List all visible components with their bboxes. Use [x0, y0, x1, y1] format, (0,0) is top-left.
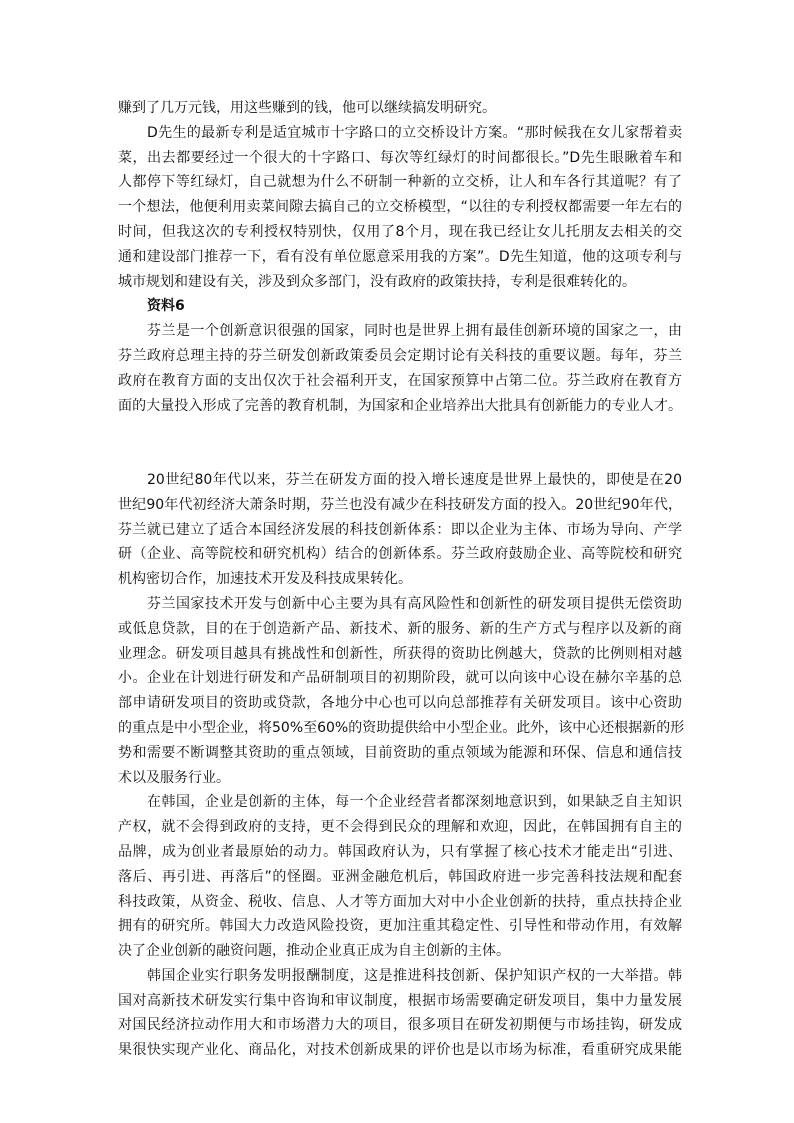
text-line: 面的大量投入形成了完善的教育机制，为国家和企业培养出大批具有创新能力的专业人才。 — [118, 397, 682, 414]
text-line: 20世纪80年代以来，芬兰在研发方面的投入增长速度是世界上最快的，即使是在20 — [147, 471, 682, 488]
paragraph — [118, 592, 685, 790]
text-line: 小。企业在计划进行研发和产品研制项目的初期阶段，就可以向该中心设在赫尔辛基的总 — [118, 670, 682, 687]
heading-text: 资料6 — [147, 298, 185, 315]
text-line: 一个想法，他便利用卖菜间隙去搞自己的立交桥模型，“以往的专利授权都需要一年左右的 — [118, 199, 682, 216]
text-line: 芬兰是一个创新意识很强的国家，同时也是世界上拥有最佳创新环境的国家之一，由 — [147, 323, 682, 340]
blank-spacer — [118, 418, 682, 468]
text-line: 芬兰就已建立了适合本国经济发展的科技创新体系：即以企业为主体、市场为导向、产学 — [118, 521, 682, 538]
text-line: 拥有的研究所。韩国大力改造风险投资，更加注重其稳定性、引导性和带动作用，有效解 — [118, 918, 682, 935]
text-line: 通和建设部门推荐一下，看有没有单位愿意采用我的方案”。D先生知道，他的这项专利与 — [118, 248, 682, 265]
text-line: D先生的最新专利是适宜城市十字路口的立交桥设计方案。“那时候我在女儿家帮着卖 — [147, 124, 682, 141]
text-line: 人都停下等红绿灯，自己就想为什么不研制一种新的立交桥，让人和车各行其道呢？有了 — [118, 174, 682, 191]
text-line: 韩国企业实行职务发明报酬制度，这是推进科技创新、保护知识产权的一大举措。韩 — [147, 967, 682, 984]
text-line: 势和需要不断调整其资助的重点领域，目前资助的重点领域为能源和环保、信息和通信技 — [118, 744, 682, 761]
text-line: 芬兰政府总理主持的芬兰研发创新政策委员会定期讨论有关科技的重要议题。每年，芬兰 — [118, 347, 682, 364]
text-line: 国对高新技术研发实行集中咨询和审议制度，根据市场需要确定研发项目，集中力量发展 — [118, 992, 682, 1009]
text-line: 赚到了几万元钱，用这些赚到的钱，他可以继续搞发明研究。 — [118, 100, 496, 116]
text-line: 术以及服务行业。 — [118, 769, 230, 786]
text-line: 在韩国，企业是创新的主体，每一个企业经营者都深刻地意识到，如果缺乏自主知识 — [147, 794, 682, 811]
text-line: 世纪90年代初经济大萧条时期，芬兰也没有减少在科技研发方面的投入。20世纪90年代， — [118, 496, 682, 513]
text-line: 研（企业、高等院校和研究机构）结合的创新体系。芬兰政府鼓励企业、高等院校和研究 — [118, 546, 682, 563]
paragraph — [118, 319, 682, 418]
text-line: 菜，出去都要经过一个很大的十字路口、每次等红绿灯的时间都很长。”D先生眼瞅着车和 — [118, 149, 682, 166]
text-line: 的重点是中小型企业，将50%至60%的资助提供给中小型企业。此外，该中心还根据新的形 — [118, 719, 685, 736]
paragraph — [118, 790, 682, 964]
text-line: 对国民经济拉动作用大和市场潜力大的项目，很多项目在研发初期便与市场挂钩，研发成 — [118, 1017, 682, 1034]
text-line: 决了企业创新的融资问题，推动企业真正成为自主创新的主体。 — [118, 943, 510, 960]
text-line: 落后、再引进、再落后”的怪圈。亚洲金融危机后，韩国政府进一步完善科技法规和配套 — [118, 868, 682, 885]
paragraph — [118, 468, 682, 592]
text-line: 机构密切合作，加速技术开发及科技成果转化。 — [118, 571, 412, 588]
text-line: 果很快实现产业化、商品化，对技术创新成果的评价也是以市场为标准，看重研究成果能 — [118, 1042, 682, 1059]
text-line: 或低息贷款，目的在于创造新产品、新技术、新的服务、新的生产方式与程序以及新的商 — [118, 620, 682, 637]
paragraph — [118, 964, 682, 1063]
text-line: 城市规划和建设有关，涉及到众多部门，没有政府的政策扶持，专利是很难转化的。 — [118, 273, 636, 290]
text-line: 部申请研发项目的资助或贷款，各地分中心也可以向总部推荐有关研发项目。该中心资助 — [118, 695, 682, 712]
text-line: 时间，但我这次的专利授权特别快，仅用了8个月，现在我已经让女儿托朋友去相关的交 — [118, 223, 682, 240]
text-line: 品牌，成为创业者最原始的动力。韩国政府认为，只有掌握了核心技术才能走出“引进、 — [118, 843, 682, 860]
section-heading — [118, 294, 682, 319]
document-body — [118, 96, 685, 1063]
paragraph — [118, 121, 682, 295]
text-line: 科技政策，从资金、税收、信息、人才等方面加大对中小企业创新的扶持，重点扶持企业 — [118, 893, 682, 910]
text-line: 业理念。研发项目越具有挑战性和创新性，所获得的资助比例越大，贷款的比例则相对越 — [118, 645, 682, 662]
paragraph — [118, 96, 682, 121]
text-line: 芬兰国家技术开发与创新中心主要为具有高风险性和创新性的研发项目提供无偿资助 — [147, 595, 682, 612]
text-line: 产权，就不会得到政府的支持，更不会得到民众的理解和欢迎，因此，在韩国拥有自主的 — [118, 819, 682, 836]
text-line: 政府在教育方面的支出仅次于社会福利开支，在国家预算中占第二位。芬兰政府在教育方 — [118, 372, 682, 389]
